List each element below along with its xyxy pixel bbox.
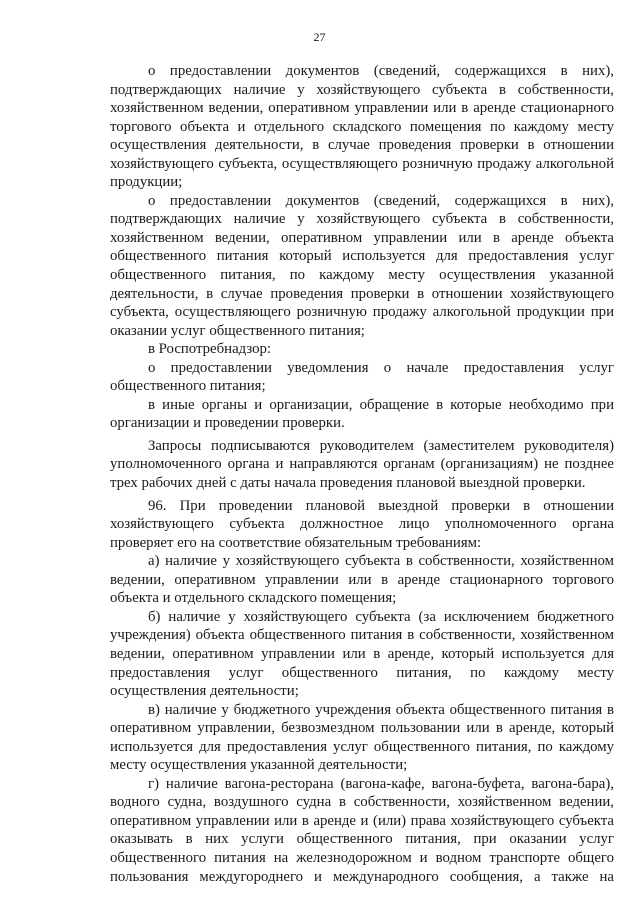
paragraph: о предоставлении уведомления о начале предоставления услуг общественного питания; [110, 359, 614, 395]
page-number: 27 [313, 30, 326, 44]
paragraph: в) наличие у бюджетного учреждения объекта общественного питания в оперативном управлении, безвозмездном пользовании или в аренде, который используется для предоставления услуг общественного питания, по каждому месту осуществления указанной деятельности; [110, 701, 614, 774]
paragraph: б) наличие у хозяйствующего субъекта (за исключением бюджетного учреждения) объекта общественного питания в собственности, хозяйственном ведении, оперативном управлении или в аренде, который используется для предоставления услуг общественного питания, по каждому месту осуществления деятельности; [110, 608, 614, 700]
paragraph: в Роспотребнадзор: [148, 341, 272, 358]
paragraph: г) наличие вагона-ресторана (вагона-кафе, вагона-буфета, вагона-бара), водного судна, воздушного судна в собственности, хозяйственном ведении, оперативном управлении или в аренде и (или) права хозяйствующего субъекта оказывать в них услуги общественного питания, при оказании услуг общественного питания на железнодорожном и водном транспорте общего пользования междугороднего и международного сообщения, а также на [110, 775, 614, 885]
document-body [110, 62, 614, 886]
paragraph: Запросы подписываются руководителем (заместителем руководителя) уполномоченного органа и направляются органам (организациям) не позднее трех рабочих дней с даты начала проведения плановой выездной проверки. [110, 437, 614, 492]
paragraph: 96. При проведении плановой выездной проверки в отношении хозяйствующего субъекта должностное лицо уполномоченного органа проверяет его на соответствие обязательным требованиям: [110, 497, 614, 551]
paragraph: о предоставлении документов (сведений, содержащихся в них), подтверждающих наличие у хозяйствующего субъекта в собственности, хозяйственном ведении, оперативном управлении или в аренде стационарного торгового объекта и отдельного складского помещения по каждому месту осуществления деятельности, в случае проведения проверки в отношении хозяйствующего субъекта, осуществляющего розничную продажу алкогольной продукции; [110, 63, 614, 191]
paragraph: о предоставлении документов (сведений, содержащихся в них), подтверждающих наличие у хозяйствующего субъекта в собственности, хозяйственном ведении, оперативном управлении или в аренде объекта общественного питания который используется для предоставления услуг общественного питания, по каждому месту осуществления указанной деятельности, в случае проведения проверки в отношении хозяйствующего субъекта, осуществляющего розничную продажу алкогольной продукции при оказании услуг общественного питания; [110, 192, 614, 339]
paragraph: в иные органы и организации, обращение в которые необходимо при организации и проведении проверки. [110, 396, 614, 432]
paragraph: а) наличие у хозяйствующего субъекта в собственности, хозяйственном ведении, оперативном управлении или в аренде стационарного торгового объекта и отдельного складского помещения; [110, 553, 614, 607]
